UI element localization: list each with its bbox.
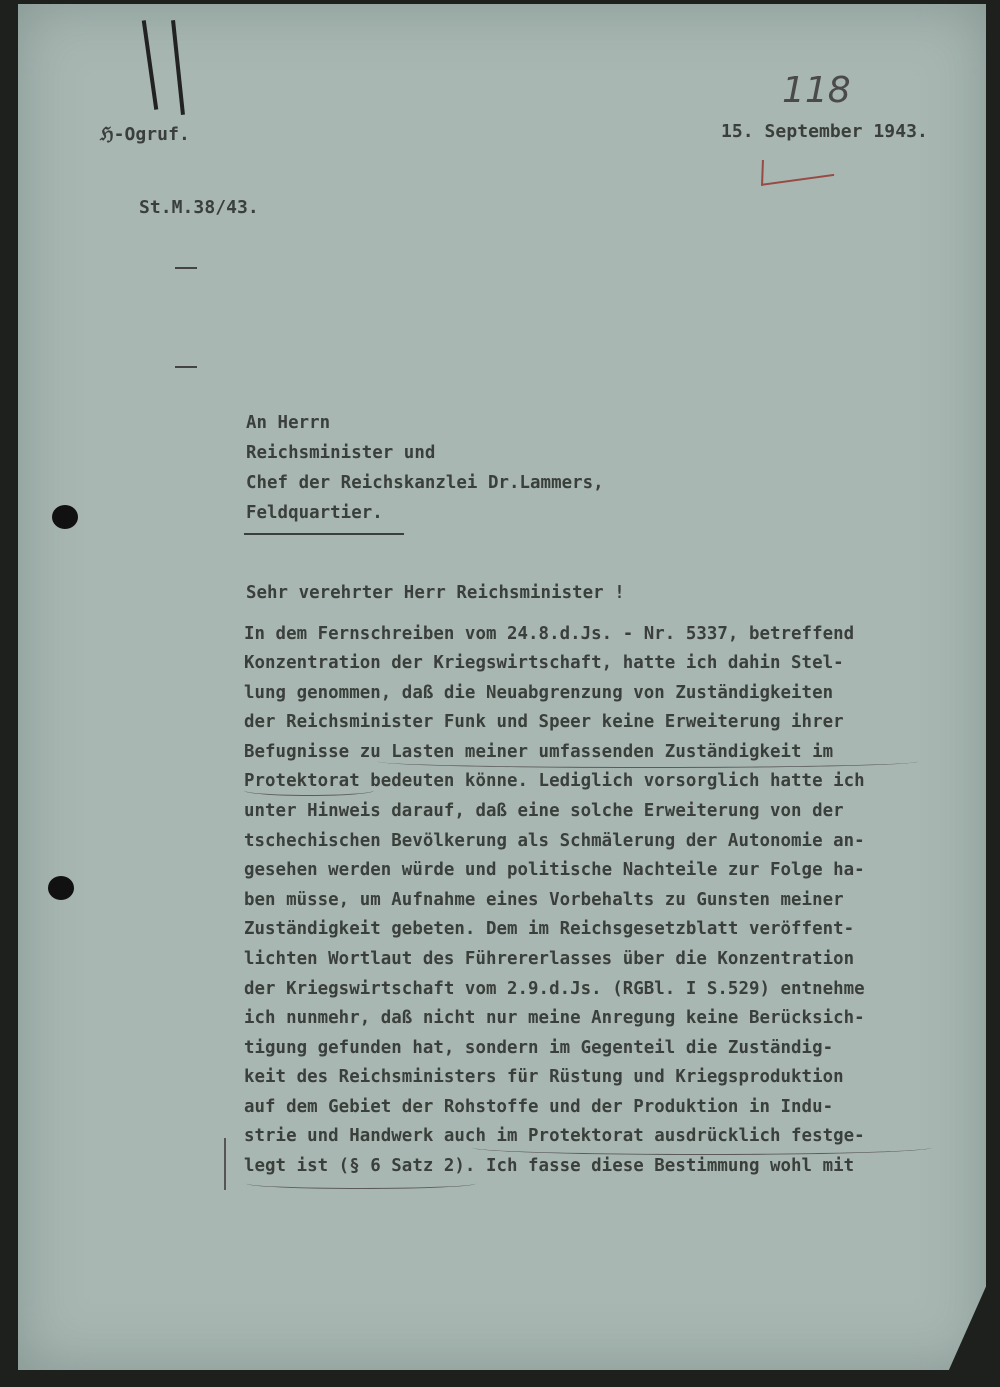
- address-line: Chef der Reichskanzlei Dr.Lammers,: [246, 473, 604, 493]
- body-line: lichten Wortlaut des Führererlasses über die Konzentration: [244, 949, 855, 969]
- address-line: An Herrn: [246, 413, 331, 433]
- address-underline: [244, 533, 404, 535]
- body-line: gesehen werden würde und politische Nachteile zur Folge ha-: [244, 860, 865, 880]
- body-line: unter Hinweis darauf, daß eine solche Erweiterung von der: [244, 801, 844, 821]
- pencil-underline: [378, 755, 918, 768]
- body-line: Zuständigkeit gebeten. Dem im Reichsgesetzblatt veröffent-: [244, 919, 855, 939]
- reference-number: St.M.38/43.: [139, 197, 259, 218]
- pencil-underline: [246, 1178, 476, 1189]
- pencil-underline: [244, 785, 374, 796]
- punch-hole: [48, 876, 74, 900]
- body-line: Konzentration der Kriegswirtschaft, hatte ich dahin Stel-: [244, 653, 844, 673]
- pencil-underline: [472, 1140, 932, 1155]
- body-line: Befugnisse zu Lasten meiner umfassenden Zuständigkeit im: [244, 742, 834, 762]
- body-line: In dem Fernschreiben vom 24.8.d.Js. - Nr. 5337, betreffend: [244, 624, 855, 644]
- sender-title: ℌ-Ogruf.: [100, 124, 190, 145]
- body-line: keit des Reichsministers für Rüstung und Kriegsproduktion: [244, 1067, 844, 1087]
- body-line: ich nunmehr, daß nicht nur meine Anregung keine Berücksich-: [244, 1008, 865, 1028]
- body-line: der Reichsminister Funk und Speer keine Erweiterung ihrer: [244, 712, 844, 732]
- body-line: der Kriegswirtschaft vom 2.9.d.Js. (RGBl. I S.529) entnehme: [244, 979, 865, 999]
- archive-number: 118: [782, 70, 851, 111]
- punch-hole: [52, 505, 78, 529]
- dash-mark: [175, 267, 197, 269]
- body-line: tigung gefunden hat, sondern im Gegenteil die Zuständig-: [244, 1038, 834, 1058]
- body-line: lung genommen, daß die Neuabgrenzung von Zuständigkeiten: [244, 683, 834, 703]
- body-line: auf dem Gebiet der Rohstoffe und der Produktion in Indu-: [244, 1097, 834, 1117]
- address-line: Feldquartier.: [246, 503, 383, 523]
- margin-mark: [224, 1138, 226, 1190]
- dash-mark: [175, 366, 197, 368]
- body-line: strie und Handwerk auch im Protektorat ausdrücklich festge-: [244, 1126, 865, 1146]
- body-line: ben müsse, um Aufnahme eines Vorbehalts zu Gunsten meiner: [244, 890, 844, 910]
- letter-date: 15. September 1943.: [721, 121, 928, 142]
- address-line: Reichsminister und: [246, 443, 436, 463]
- body-line: Protektorat bedeuten könne. Lediglich vorsorglich hatte ich: [244, 771, 865, 791]
- salutation: Sehr verehrter Herr Reichsminister !: [246, 583, 625, 603]
- body-line: tschechischen Bevölkerung als Schmälerung der Autonomie an-: [244, 831, 865, 851]
- body-line: legt ist (§ 6 Satz 2). Ich fasse diese Bestimmung wohl mit: [244, 1156, 855, 1176]
